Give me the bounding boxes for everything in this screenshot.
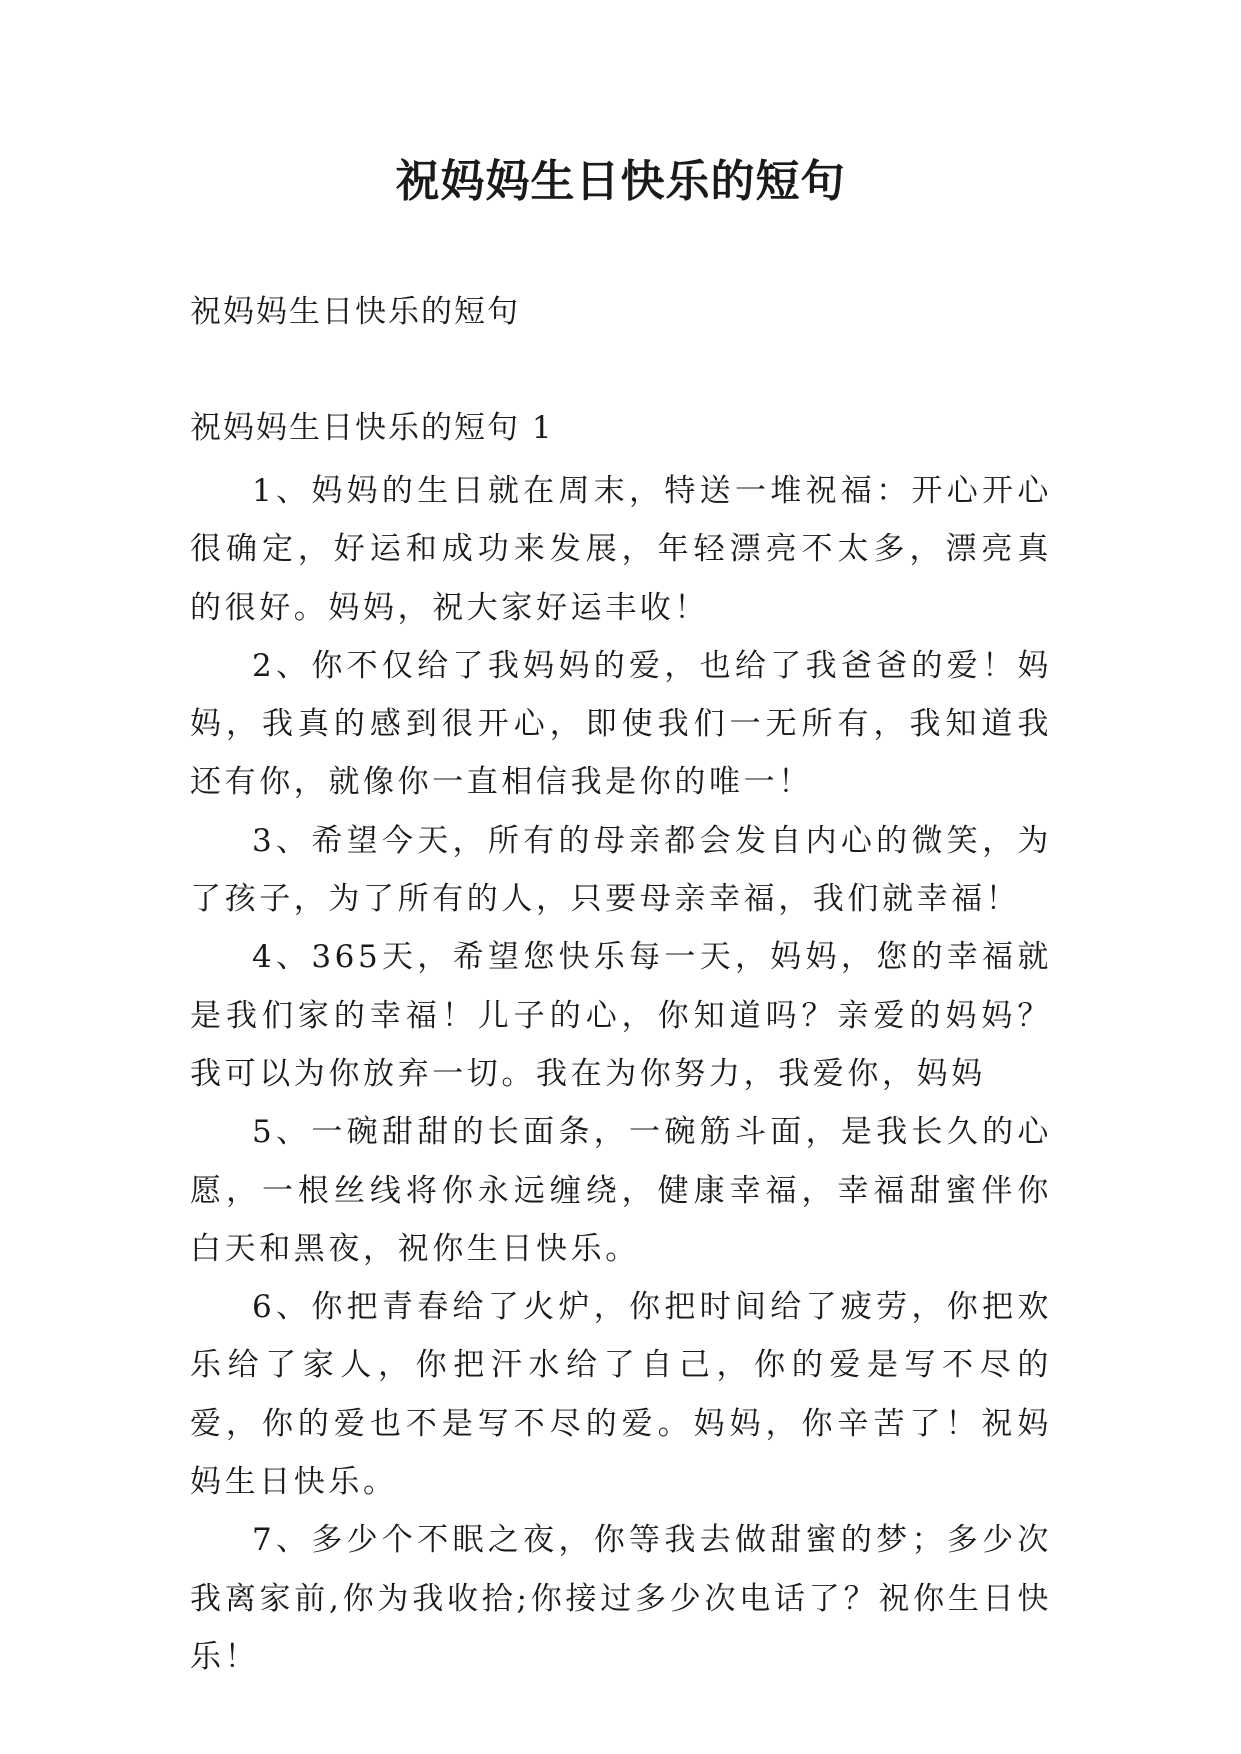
paragraph-5: 5、一碗甜甜的长面条，一碗筋斗面，是我长久的心愿，一根丝线将你永远缠绕，健康幸福，幸福甜蜜伴你白天和黑夜，祝你生日快乐。 <box>190 1114 1052 1267</box>
document-title: 祝妈妈生日快乐的短句 <box>395 156 846 207</box>
body-text <box>190 462 1052 1686</box>
paragraph-4: 4、365天，希望您快乐每一天，妈妈，您的幸福就是我们家的幸福！儿子的心，你知道吗？亲爱的妈妈？我可以为你放弃一切。我在为你努力，我爱你，妈妈 <box>190 939 1052 1092</box>
paragraph-6: 6、你把青春给了火炉，你把时间给了疲劳，你把欢乐给了家人，你把汗水给了自己，你的爱是写不尽的爱，你的爱也不是写不尽的爱。妈妈，你辛苦了！祝妈妈生日快乐。 <box>190 1289 1052 1501</box>
paragraph-3: 3、希望今天，所有的母亲都会发自内心的微笑，为了孩子，为了所有的人，只要母亲幸福，我们就幸福！ <box>190 822 1052 918</box>
section-heading: 祝妈妈生日快乐的短句 1 <box>190 410 554 446</box>
document-subtitle: 祝妈妈生日快乐的短句 <box>190 294 520 330</box>
paragraph-7: 7、多少个不眠之夜，你等我去做甜蜜的梦；多少次我离家前,你为我收拾;你接过多少次电话了？祝你生日快乐！ <box>190 1522 1052 1675</box>
paragraph-1: 1、妈妈的生日就在周末，特送一堆祝福：开心开心很确定，好运和成功来发展，年轻漂亮不太多，漂亮真的很好。妈妈，祝大家好运丰收！ <box>190 473 1052 626</box>
paragraph-2: 2、你不仅给了我妈妈的爱，也给了我爸爸的爱！妈妈，我真的感到很开心，即使我们一无所有，我知道我还有你，就像你一直相信我是你的唯一！ <box>190 647 1052 801</box>
